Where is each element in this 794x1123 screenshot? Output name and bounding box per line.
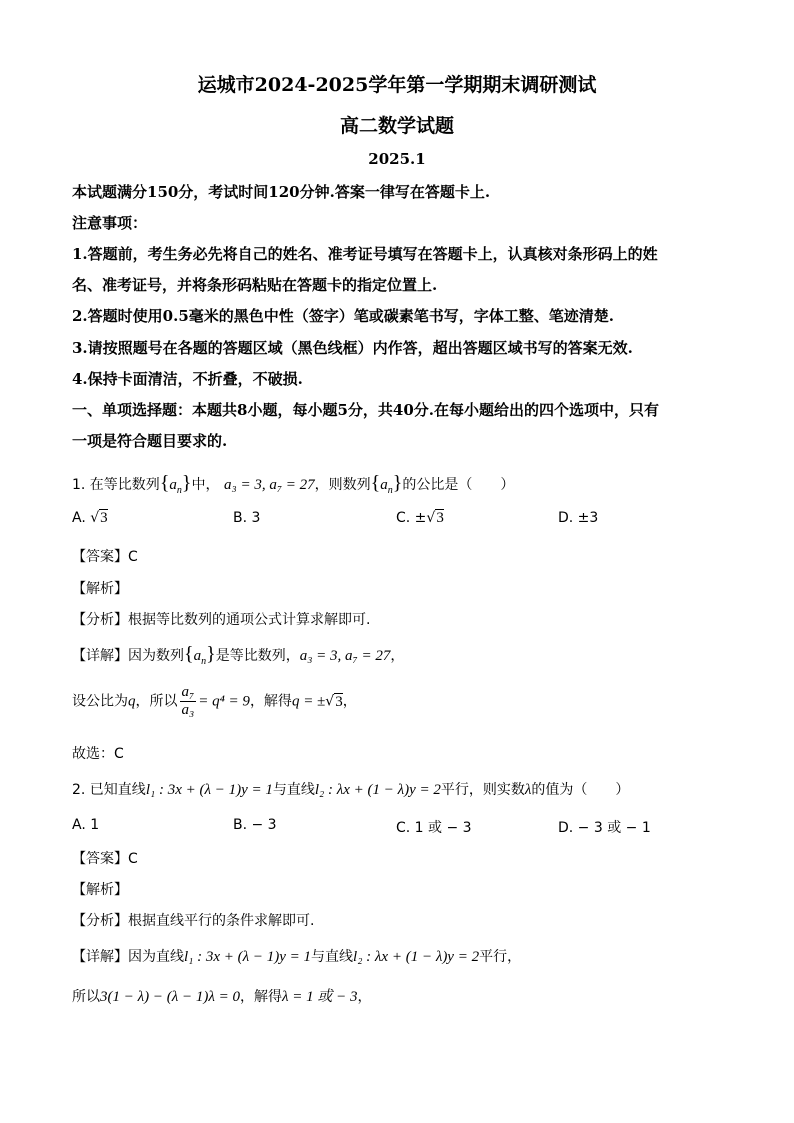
notice-3: 3.请按照题号在各题的答题区域（黑色线框）内作答，超出答题区域书写的答案无效. <box>72 339 633 357</box>
q1-detail: 【详解】因为数列$\{a_n\}$是等比数列，a₃ = 3, a₇ = 27， <box>72 643 405 667</box>
q2-option-d: D. − 3 或 − 1 <box>558 820 651 836</box>
q1-option-c: C. ±√3 <box>396 510 444 526</box>
q2-option-a: A. 1 <box>72 817 100 833</box>
q1-option-a: A. √3 <box>72 510 108 526</box>
exam-date: 2025.1 <box>368 150 426 168</box>
exam-subtitle: 高二数学试题 <box>339 115 454 137</box>
q1-ratio-line: 设公比为q，所以 $\frac{\text{a₇}}{\text{a₃}}$ = q⁴ = 9，解得q = ±√3， <box>72 684 357 718</box>
section-heading-2: 一项是符合题目要求的. <box>72 432 228 450</box>
q1-analysis-heading: 【解析】 <box>72 581 128 597</box>
exam-title: 运城市2024-2025学年第一学期期末调研测试 <box>197 74 597 96</box>
q1-choose: 故选：C <box>72 746 124 762</box>
q2-option-b: B. − 3 <box>233 817 277 833</box>
notice-2: 2.答题时使用0.5毫米的黑色中性（签字）笔或碳素笔书写，字体工整、笔迹清楚. <box>72 307 614 325</box>
q2-stem: 2. 已知直线l₁ : 3x + (λ − 1)y = 1与直线l₂ : λx + (1 − λ)y = 2平行，则实数λ的值为（ ） <box>72 782 630 798</box>
q1-stem: 1. 在等比数列$\{a_n\}$中， a₃ = 3, a₇ = 27，则数列$\{a_n\}$的公比是（ ） <box>72 472 515 496</box>
q2-analysis: 【分析】根据直线平行的条件求解即可. <box>72 913 315 929</box>
intro-line: 本试题满分150分，考试时间120分钟.答案一律写在答题卡上. <box>72 183 491 201</box>
notice-4: 4.保持卡面清洁，不折叠，不破损. <box>72 370 303 388</box>
q1-option-d: D. ±3 <box>558 510 599 526</box>
q2-analysis-heading: 【解析】 <box>72 882 128 898</box>
q1-fraction: $\frac{\text{a₇}}{\text{a₃}}$ <box>181 684 195 718</box>
section-heading-1: 一、单项选择题：本题共8小题，每小题5分，共40分.在每小题给出的四个选项中，只有 <box>72 401 659 419</box>
notice-1b: 名、准考证号，并将条形码粘贴在答题卡的指定位置上. <box>72 276 438 294</box>
q2-option-c: C. 1 或 − 3 <box>396 820 472 836</box>
q2-detail: 【详解】因为直线l₁ : 3x + (λ − 1)y = 1与直线l₂ : λx + (1 − λ)y = 2平行， <box>72 949 522 965</box>
q1-analysis: 【分析】根据等比数列的通项公式计算求解即可. <box>72 612 371 628</box>
q1-option-b: B. 3 <box>233 510 261 526</box>
q2-answer: 【答案】C <box>72 851 138 867</box>
q2-solution: 所以3(1 − λ) − (λ − 1)λ = 0，解得λ = 1 或 − 3， <box>72 989 372 1005</box>
notice-heading: 注意事项： <box>72 214 148 232</box>
notice-1a: 1.答题前，考生务必先将自己的姓名、准考证号填写在答题卡上，认真核对条形码上的姓 <box>72 245 658 263</box>
q1-answer: 【答案】C <box>72 549 138 565</box>
